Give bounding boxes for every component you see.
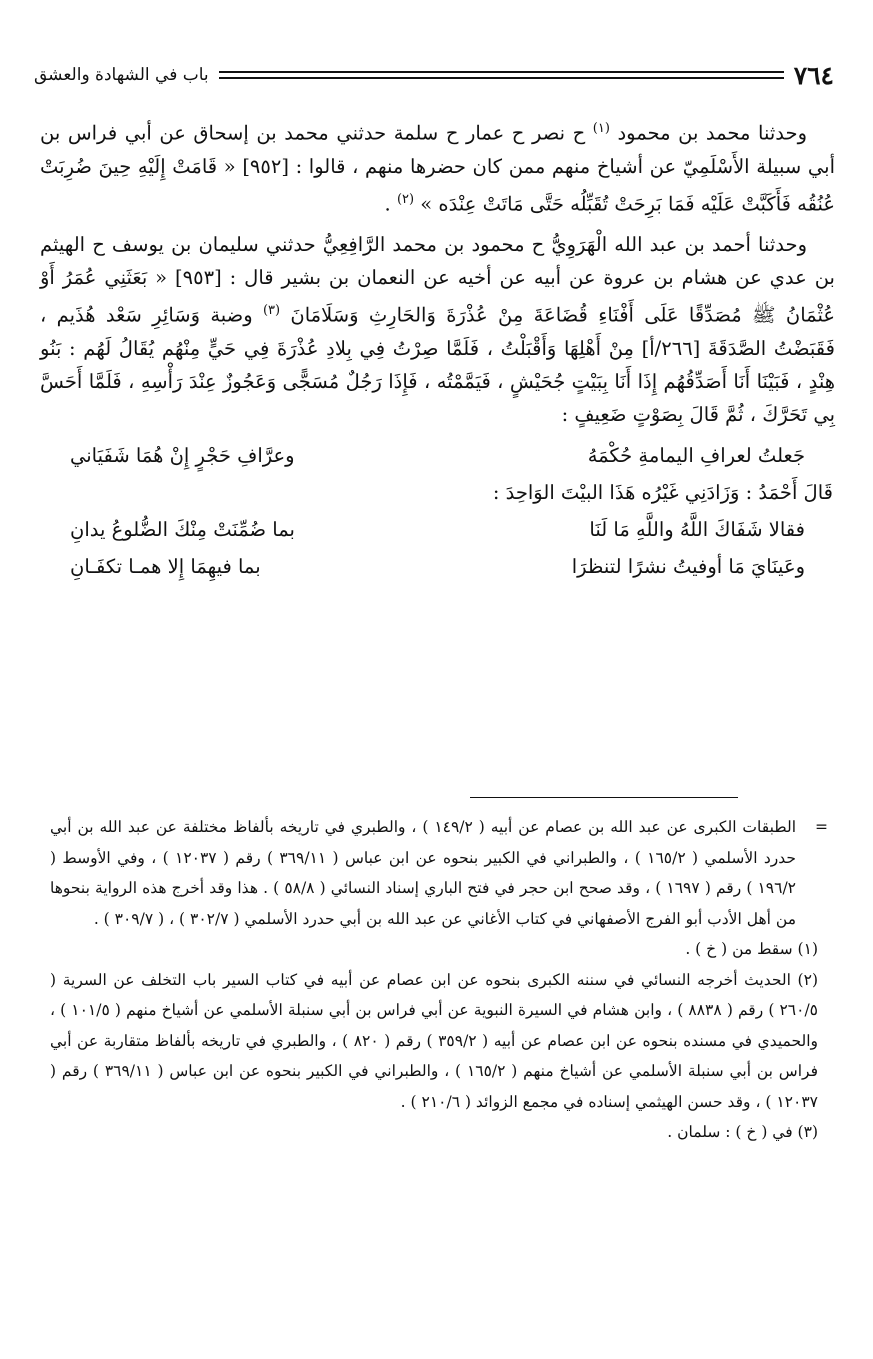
footnote-separator xyxy=(470,797,738,798)
paragraph-1-start: وحدثنا محمد بن محمود xyxy=(617,121,807,145)
verse-3-second-hemistich: بما فيهِمَا إِلا همـا تكفَـانِ xyxy=(70,554,261,578)
footnotes xyxy=(50,812,828,1148)
paragraph-1-rest: ح نصر ح عمار ح سلمة حدثني محمد بن إسحاق عن أبي فراس بن أبي سبيلة الأَسْلَمِيّ عن أشياخ منهم ممن كان حضرها منهم ، قالوا : [٩٥٢] « قَامَتْ إِلَيْهِ حِينَ ضُرِبَتْ عُنُقُه فَأَكَبَّتْ عَلَيْه فَمَا بَرِحَتْ تُقَبِّلُه حَتَّى مَاتَتْ عِنْدَه » xyxy=(40,121,835,215)
footnote-1: (١) سقط من ( خ ) . xyxy=(685,940,818,958)
continuation-mark: = xyxy=(815,818,828,836)
page-number: ٧٦٤ xyxy=(793,60,834,90)
paragraph-1 xyxy=(40,112,835,220)
verse-3 xyxy=(40,550,835,583)
paragraph-2 xyxy=(40,228,835,431)
main-text xyxy=(40,112,835,587)
header-rule xyxy=(219,71,784,79)
footnote-continuation-text: الطبقات الكبرى عن عبد الله بن عصام عن أبيه ( ١٤٩/٢ ) ، والطبري في تاريخه بألفاظ مختلفة عن عبد الله بن أبي حدرد الأسلمي ( ١٦٥/٢ ) ، والطبراني في الكبير بنحوه عن ابن عباس ( ٣٦٩/١١ ) رقم ( ١٢٠٣٧ ) ، وفي الأوسط ( ١٩٦/٢ ) رقم ( ١٦٩٧ ) ، وقد صحح ابن حجر في فتح الباري إسناد النسائي ( ٥٨/٨ ) . هذا وقد أخرج هذه الرواية بنحوها من أهل الأدب أبو الفرج الأصفهاني في كتاب الأغاني عن عبد الله بن أبي حدرد الأسلمي ( ٣٠٢/٧ ) ، ( ٣٠٩/٧ ) . xyxy=(50,818,797,928)
paragraph-2-start: وحدثنا أحمد بن عبد الله الْهَرَوِيُّ ح محمود بن محمد الرَّافِعِيُّ حدثني سليمان بن يوسف ح الهيثم بن عدي عن هشام بن عروة عن أبيه عن أخيه عن النعمان بن بشير قال : [٩٥٣] « بَعَثَنِي عُمَرُ أَوْ عُثْمَانُ ﷺ مُصَدِّقًا عَلَى أَفْنَاءِ قُضَاعَةَ مِنْ عُذْرَةَ وَالحَارِثِ وَسَلَامَانَ xyxy=(40,233,835,327)
verse-3-first-hemistich: وعَينَايَ مَا أوفيتُ نشرًا لتنظرَا xyxy=(571,554,805,578)
paragraph-1-end: . xyxy=(384,192,391,215)
verse-1-first-hemistich: جَعلتُ لعرافِ اليمامةِ حُكْمَهُ xyxy=(587,443,805,467)
verse-1 xyxy=(40,439,835,472)
page-header xyxy=(34,58,834,92)
narrator-note: قَالَ أَحْمَدُ : وَزَادَنِي غَيْرُه هَذَا البيْتَ الوَاحِدَ : xyxy=(492,480,833,504)
chapter-title: باب في الشهادة والعشق xyxy=(34,65,209,85)
footnote-ref-2: (٢) xyxy=(396,191,415,207)
footnote-3: (٣) في ( خ ) : سلمان . xyxy=(667,1123,818,1141)
footnote-continuation xyxy=(50,812,828,934)
paragraph-2-rest: وضبة وَسَائِرِ سَعْد هُذَيم ، فَقَبَضْتُ الصَّدَقَةَ [٢٦٦/أ] مِنْ أَهْلِهَا وَأَقْبَلْتُ ، فَلَمَّا صِرْتُ فِي بِلادِ عُذْرَةَ فِي حَيٍّ مِنْهُم يُقَالُ لَهُم : بَنُو هِنْدٍ ، فَبَيْنَا أَنَا أَصَدِّقُهُم إِذَا أَنَا بِبَيْتٍ جُحَيْشٍ ، فَيَمَّمْتُه ، فَإِذَا رَجُلٌ مُسَجًّى وَعَجُوزٌ عِنْدَ رَأْسِهِ ، فَلَمَّا أَحَسَّ بِي تَحَرَّكَ ، ثُمَّ قَالَ بِصَوْتٍ ضَعِيفٍ : xyxy=(40,303,835,426)
footnote-ref-1: (١) xyxy=(592,121,610,136)
verse-2-first-hemistich: فقالا شَفَاكَ اللَّهُ واللَّهِ مَا لَنَا xyxy=(589,517,805,541)
footnote-2: (٢) الحديث أخرجه النسائي في سننه الكبرى بنحوه عن ابن عصام عن أبيه في كتاب السير باب التخلف عن السرية ( ٢٦٠/٥ ) رقم ( ٨٨٣٨ ) ، وابن هشام في السيرة النبوية عن أبي فراس بن أبي سنبلة الأسلمي عن أشياخ منهم ( ١٠١/٥ ) ، والحميدي في مسنده بنحوه عن ابن عصام عن أبيه ( ٣٥٩/٢ ) رقم ( ٨٢٠ ) ، والطبري في تاريخه بألفاظ متقاربة عن أبي فراس بن أبي سنبلة الأسلمي عن أشياخ منهم ( ١٦٥/٢ ) ، والطبراني في الكبير بنحوه عن ابن عباس ( ٣٦٩/١١ ) رقم ( ١٢٠٣٧ ) ، وقد حسن الهيثمي إسناده في مجمع الزوائد ( ٢١٠/٦ ) . xyxy=(50,970,819,1111)
footnote-ref-3: (٣) xyxy=(262,303,281,318)
verse-1-second-hemistich: وعرَّافِ حَجْرٍ إِنْ هُمَا شَفَيَاني xyxy=(70,443,295,467)
verse-2 xyxy=(40,513,835,546)
verse-2-second-hemistich: بما ضُمِّنَتْ مِنْكَ الضُّلوعُ يدانِ xyxy=(70,517,295,541)
